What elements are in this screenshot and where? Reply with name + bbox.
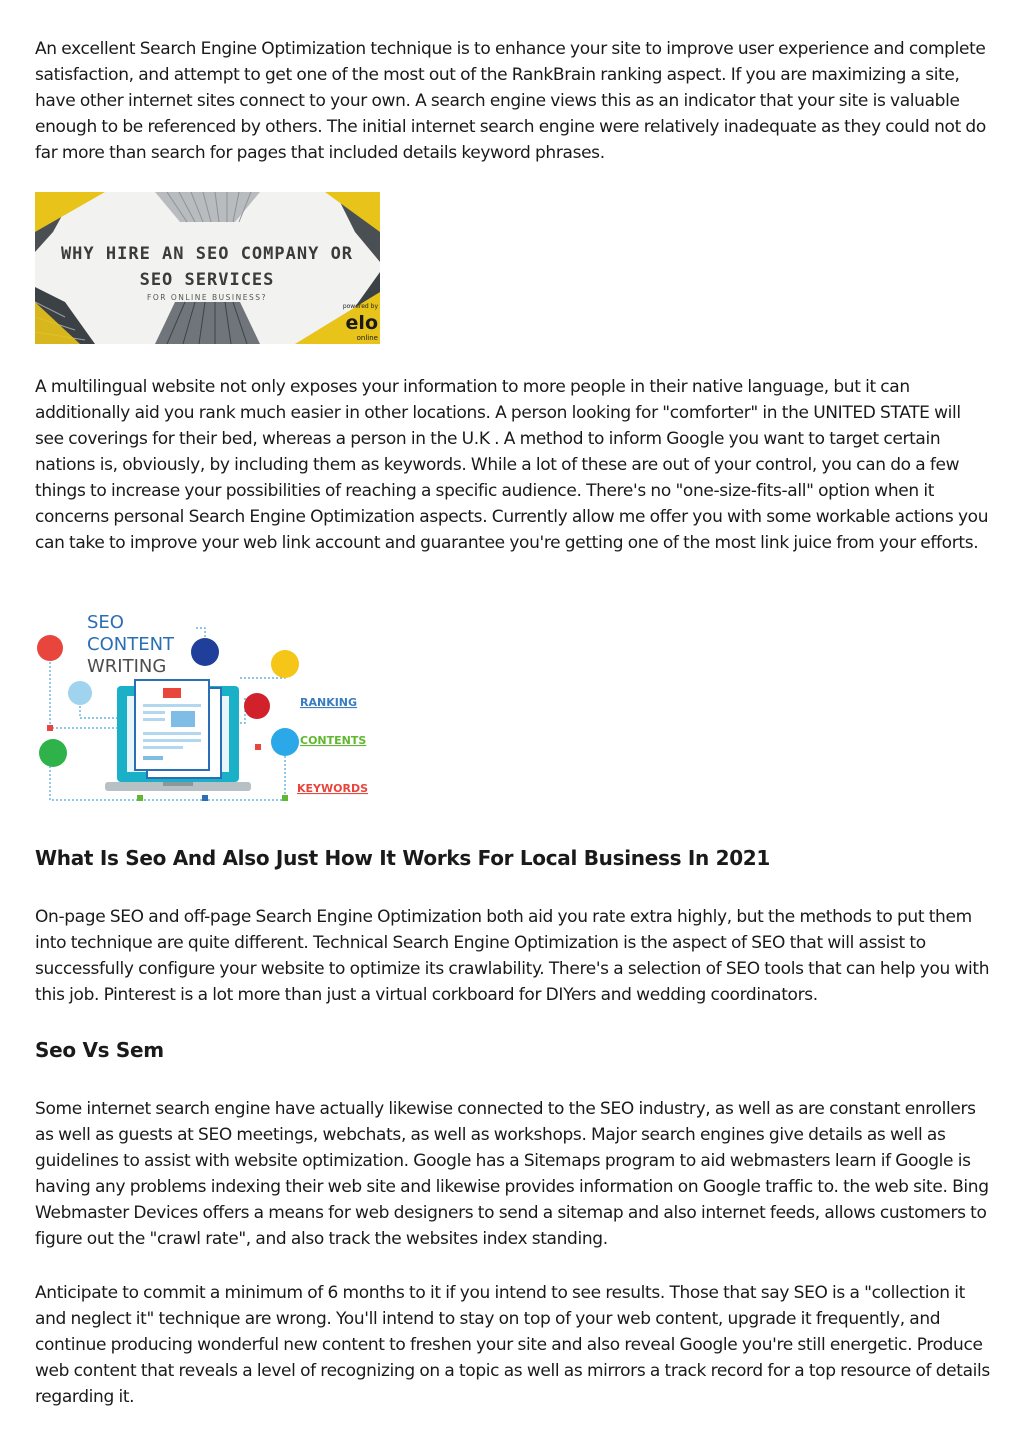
paragraph-onpage-offpage: On-page SEO and off-page Search Engine Optimization both aid you rate extra highly, but the methods to put them into technique are quite different. Technical Search Engine Optimization is the aspect of SEO that will assist to successfully configure your website to optimize its crawlability. There's a selection of SEO tools that can help you with this job. Pinterest is a lot more than just a virtual corkboard for DIYers and wedding coordinators. [35, 907, 990, 1005]
banner-line-3: FOR ONLINE BUSINESS? [147, 293, 267, 302]
heading-what-is-seo: What Is Seo And Also Just How It Works For Local Business In 2021 [35, 846, 771, 870]
paragraph-anticipate: Anticipate to commit a minimum of 6 months to it if you intend to see results. Those that say SEO is a "collection it and neglect it" technique are wrong. You'll intend to stay on top of your web content, upgrade it frequently, and continue producing wonderful new content to freshen your site and also reveal Google you're still energetic. Produce web content that reveals a level of recognizing on a topic as well as mirrors a track record for a top resource of details regarding it. [35, 1283, 990, 1407]
paragraph-multilingual: A multilingual website not only exposes your information to more people in their native language, but it can additionally aid you rank much easier in other locations. A person looking for "comforter" in the UNITED STATE will see coverings for their bed, whereas a person in the U.K . A method to inform Google you want to target certain nations is, obviously, by including them as keywords. While a lot of these are out of your control, you can do a few things to increase your possibilities of reaching a specific audience. There's no "one-size-fits-all" option when it concerns personal Search Engine Optimization aspects. Currently allow me offer you with some workable actions you can take to improve your web link account and guarantee you're getting one of the most link juice from your efforts. [35, 377, 989, 553]
infographic-title-2: CONTENT [87, 634, 175, 655]
seo-company-banner-image [35, 192, 380, 344]
badge-powered-by: powered by [342, 303, 378, 310]
label-keywords: KEYWORDS [297, 782, 369, 795]
label-contents: CONTENTS [300, 734, 367, 747]
banner-line-2: SEO SERVICES [139, 270, 275, 290]
badge-logo: elo [345, 312, 378, 334]
label-ranking: RANKING [300, 696, 358, 709]
infographic-title-3: WRITING [87, 656, 167, 677]
badge-sub: online [356, 334, 378, 342]
infographic-title-1: SEO [87, 612, 124, 633]
heading-seo-vs-sem: Seo Vs Sem [35, 1038, 164, 1062]
paragraph-intro: An excellent Search Engine Optimization technique is to enhance your site to improve user experience and complete satisfaction, and attempt to get one of the most out of the RankBrain ranking aspect. If you are maximizing a site, have other internet sites connect to your own. A search engine views this as an indicator that your site is valuable enough to be referenced by others. The initial internet search engine were relatively inadequate as they could not do far more than search for pages that included details keyword phrases. [35, 39, 986, 163]
seo-content-writing-image [35, 608, 371, 810]
banner-line-1: WHY HIRE AN SEO COMPANY OR [60, 244, 354, 264]
paragraph-search-engines: Some internet search engine have actually likewise connected to the SEO industry, as well as are constant enrollers as well as guests at SEO meetings, webchats, as well as workshops. Major search engines give details as well as guidelines to assist with website optimization. Google has a Sitemaps program to aid webmasters learn if Google is having any problems indexing their web site and likewise provides information on Google traffic to. the web site. Bing Webmaster Devices offers a means for web designers to send a sitemap and also internet feeds, allows customers to figure out the "crawl rate", and also track the websites index standing. [35, 1099, 989, 1249]
